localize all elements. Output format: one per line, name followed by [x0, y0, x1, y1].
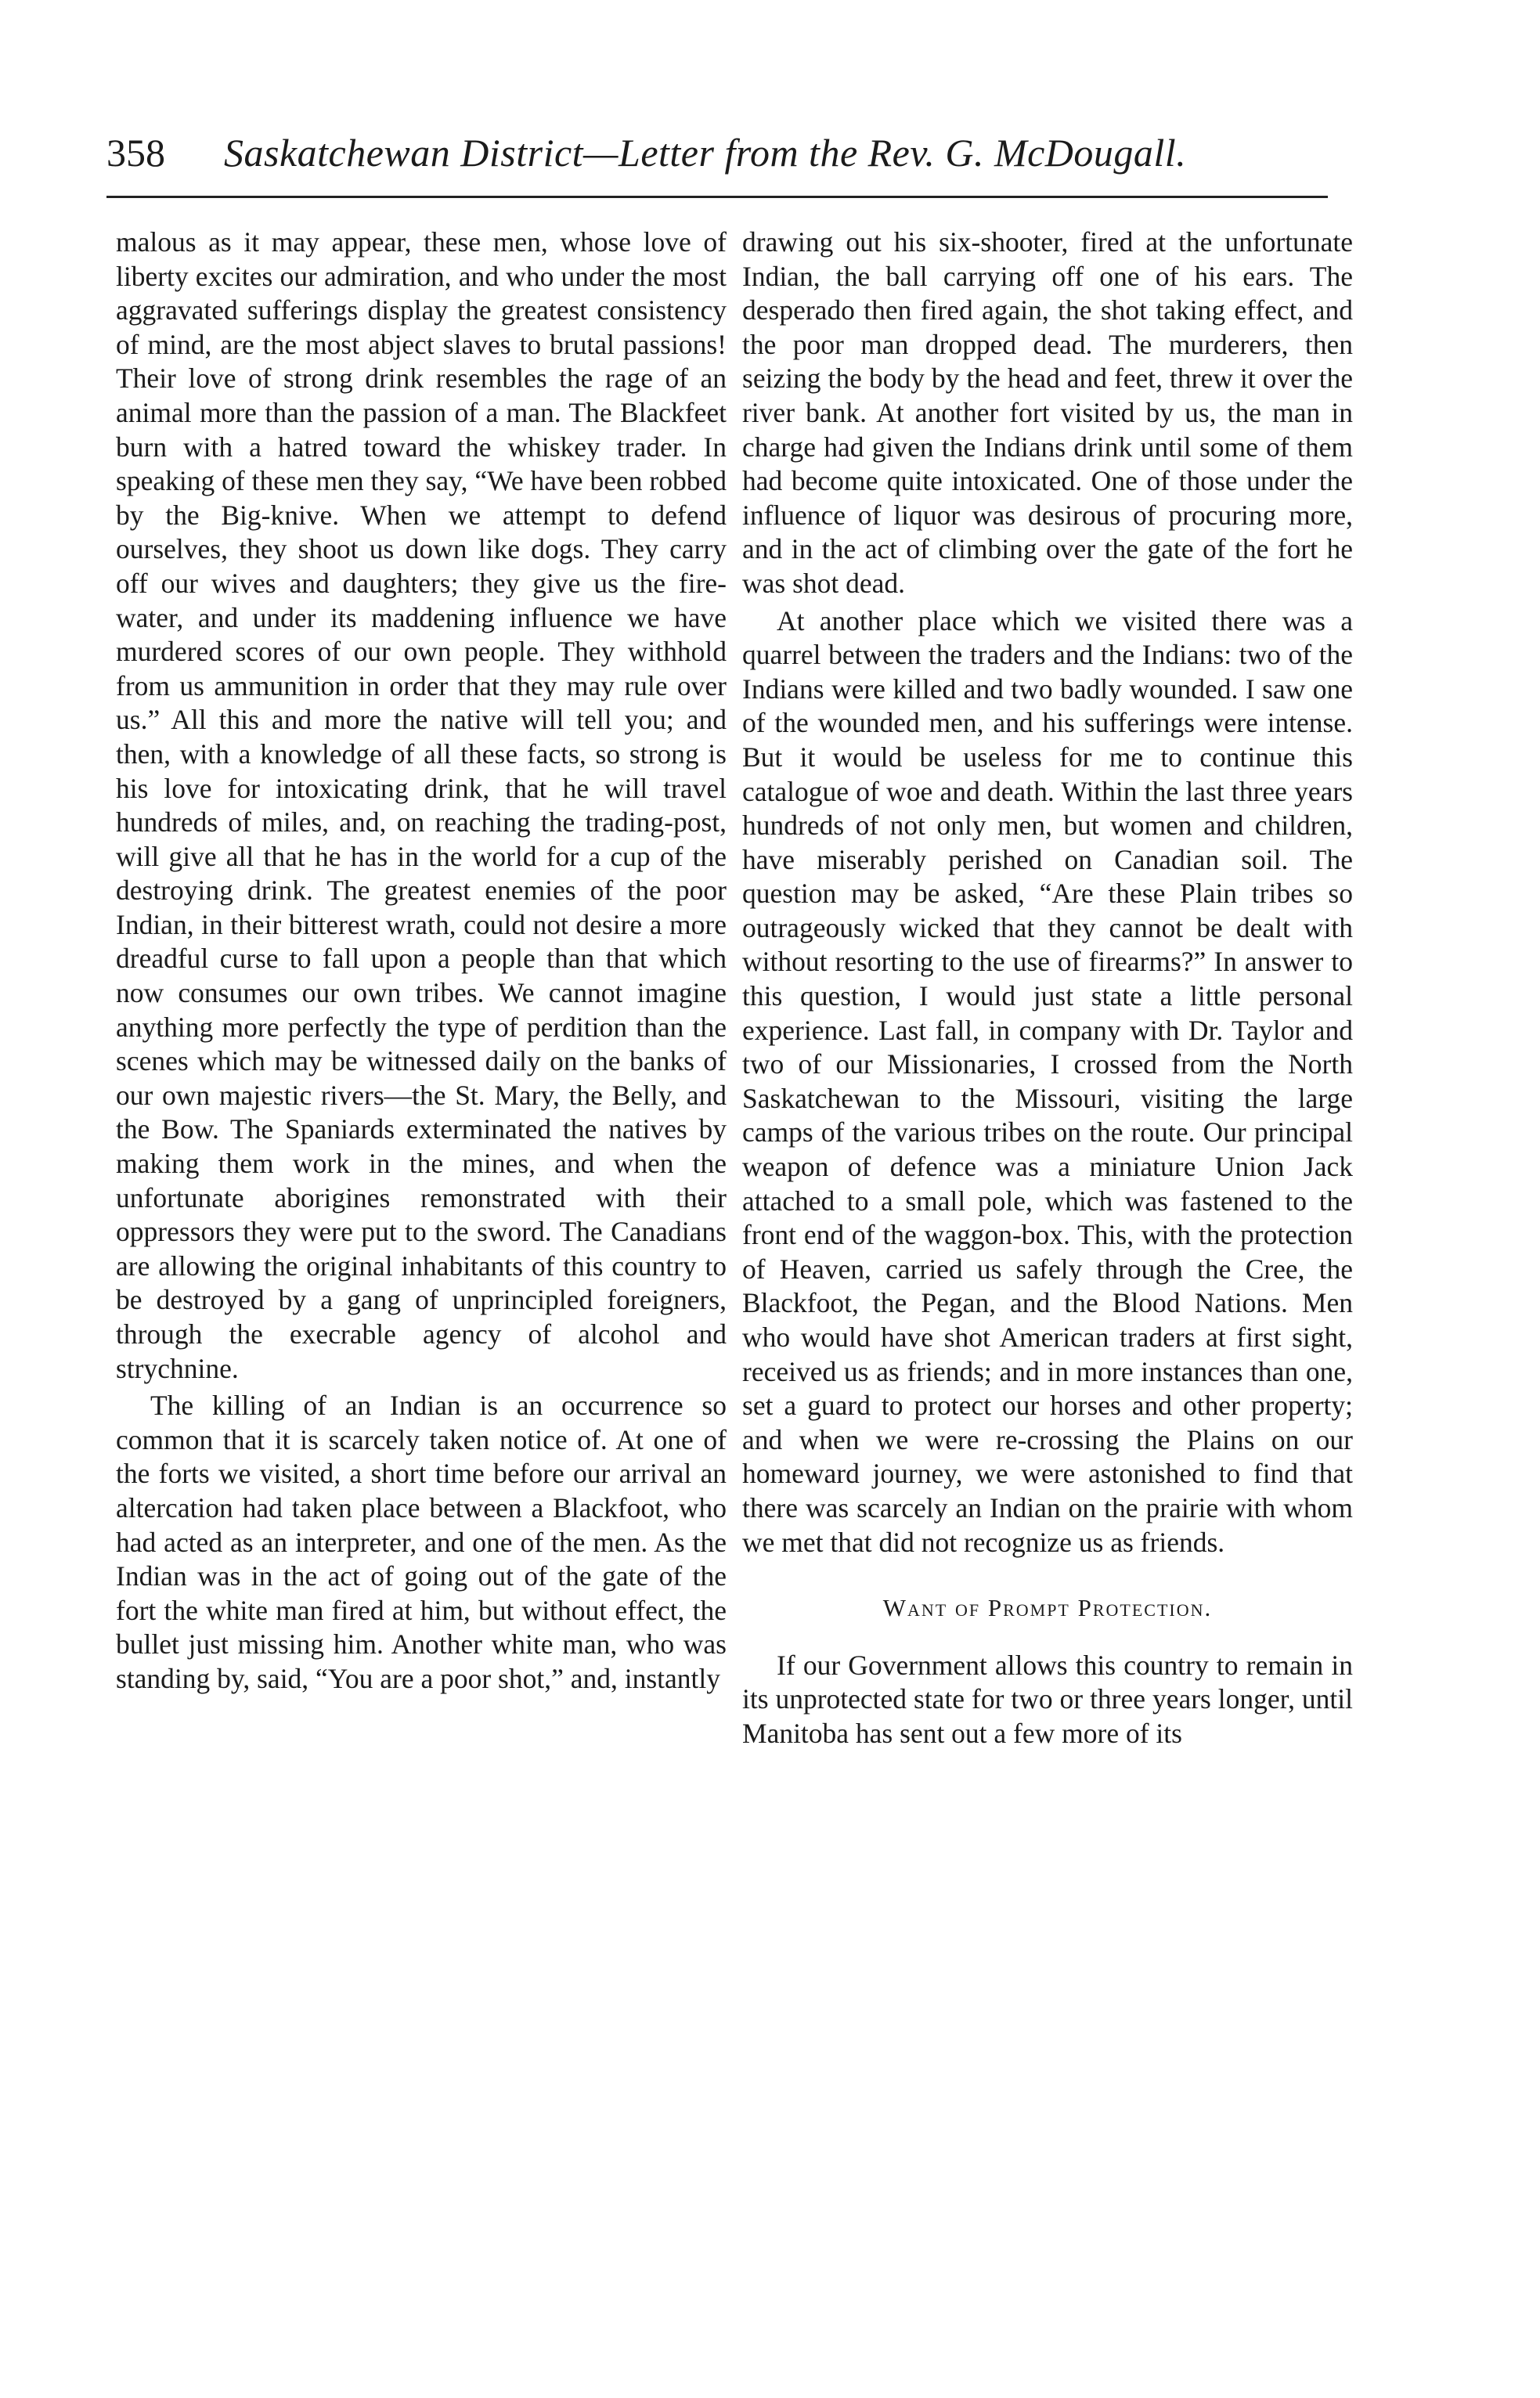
left-column — [116, 225, 727, 1697]
page-number: 358 — [106, 131, 165, 175]
section-heading: Want of Prompt Protection. — [882, 1594, 1213, 1622]
right-column — [742, 225, 1353, 1751]
body-paragraph: At another place which we visited there was a quarrel between the traders and the Indians: two of the Indians were killed and two badly wounded. I saw one of the wounded men, and his sufferings were intense. But it would be useless for me to continue this catalogue of woe and death. Within the last three years hundreds of not only men, but women and children, have miserably perished on Canadian soil. The question may be asked, “Are these Plain tribes so outrageously wicked that they cannot be dealt with without resorting to the use of firearms?” In answer to this question, I would just state a little personal experience. Last fall, in company with Dr. Taylor and two of our Missionaries, I crossed from the North Saskatchewan to the Missouri, visiting the large camps of the various tribes on the route. Our principal weapon of defence was a miniature Union Jack attached to a small pole, which was fastened to the front end of the waggon-box. This, with the protection of Heaven, carried us safely through the Cree, the Blackfoot, the Pegan, and the Blood Nations. Men who would have shot American traders at first sight, received us as friends; and in more instances than one, set a guard to protect our horses and other property; and when we were re-crossing the Plains on our homeward journey, we were astonished to find that there was scarcely an Indian on the prairie with whom we met that did not recognize us as friends. — [742, 604, 1353, 1558]
body-paragraph: drawing out his six-shooter, fired at the unfortunate Indian, the ball carrying off one of his ears. The desperado then fired again, the shot taking effect, and the poor man dropped dead. The murderers, then seizing the body by the head and feet, threw it over the river bank. At another fort visited by us, the man in charge had given the Indians drink until some of them had become quite intoxicated. One of those under the influence of liquor was desirous of procuring more, and in the act of climbing over the gate of the fort he was shot dead. — [742, 226, 1353, 599]
body-paragraph: malous as it may appear, these men, whose love of liberty excites our admiration, and who under the most aggravated sufferings display the greatest consistency of mind, are the most abject slaves to brutal passions! Their love of strong drink resembles the rage of an animal more than the passion of a man. The Blackfeet burn with a hatred toward the whiskey trader. In speaking of these men they say, “We have been robbed by the Big-knive. When we attempt to defend ourselves, they shoot us down like dogs. They carry off our wives and daughters; they give us the fire-water, and under its maddening influence we have murdered scores of our own people. They withhold from us ammunition in order that they may rule over us.” All this and more the native will tell you; and then, with a knowledge of all these facts, so strong is his love for intoxicating drink, that he will travel hundreds of miles, and, on reaching the trading-post, will give all that he has in the world for a cup of the destroying drink. The greatest enemies of the poor Indian, in their bitterest wrath, could not desire a more dreadful curse to fall upon a people than that which now consumes our own tribes. We cannot imagine anything more perfectly the type of perdition than the scenes which may be witnessed daily on the banks of our own majestic rivers—the St. Mary, the Belly, and the Bow. The Spaniards exterminated the natives by making them work in the mines, and when the unfortunate aborigines remonstrated with their oppressors they were put to the sword. The Canadians are allowing the original inhabitants of this country to be destroyed by a gang of unprincipled foreigners, through the execrable agency of alcohol and strychnine. — [116, 226, 727, 1384]
running-header — [106, 125, 1328, 188]
running-head-title: Saskatchewan District—Letter from the Rev. G. McDougall. — [224, 131, 1187, 175]
body-paragraph: The killing of an Indian is an occurrence so common that it is scarcely taken notice of. At one of the forts we visited, a short time before our arrival an altercation had taken place between a Blackfoot, who had acted as an interpreter, and one of the men. As the Indian was in the act of going out of the gate of the fort the white man fired at him, but without effect, the bullet just missing him. Another white man, who was standing by, said, “You are a poor shot,” and, instantly — [116, 1390, 727, 1694]
body-paragraph: If our Government allows this country to remain in its unprotected state for two or three years longer, until Manitoba has sent out a few more of its — [742, 1649, 1353, 1749]
header-rule — [106, 196, 1328, 198]
